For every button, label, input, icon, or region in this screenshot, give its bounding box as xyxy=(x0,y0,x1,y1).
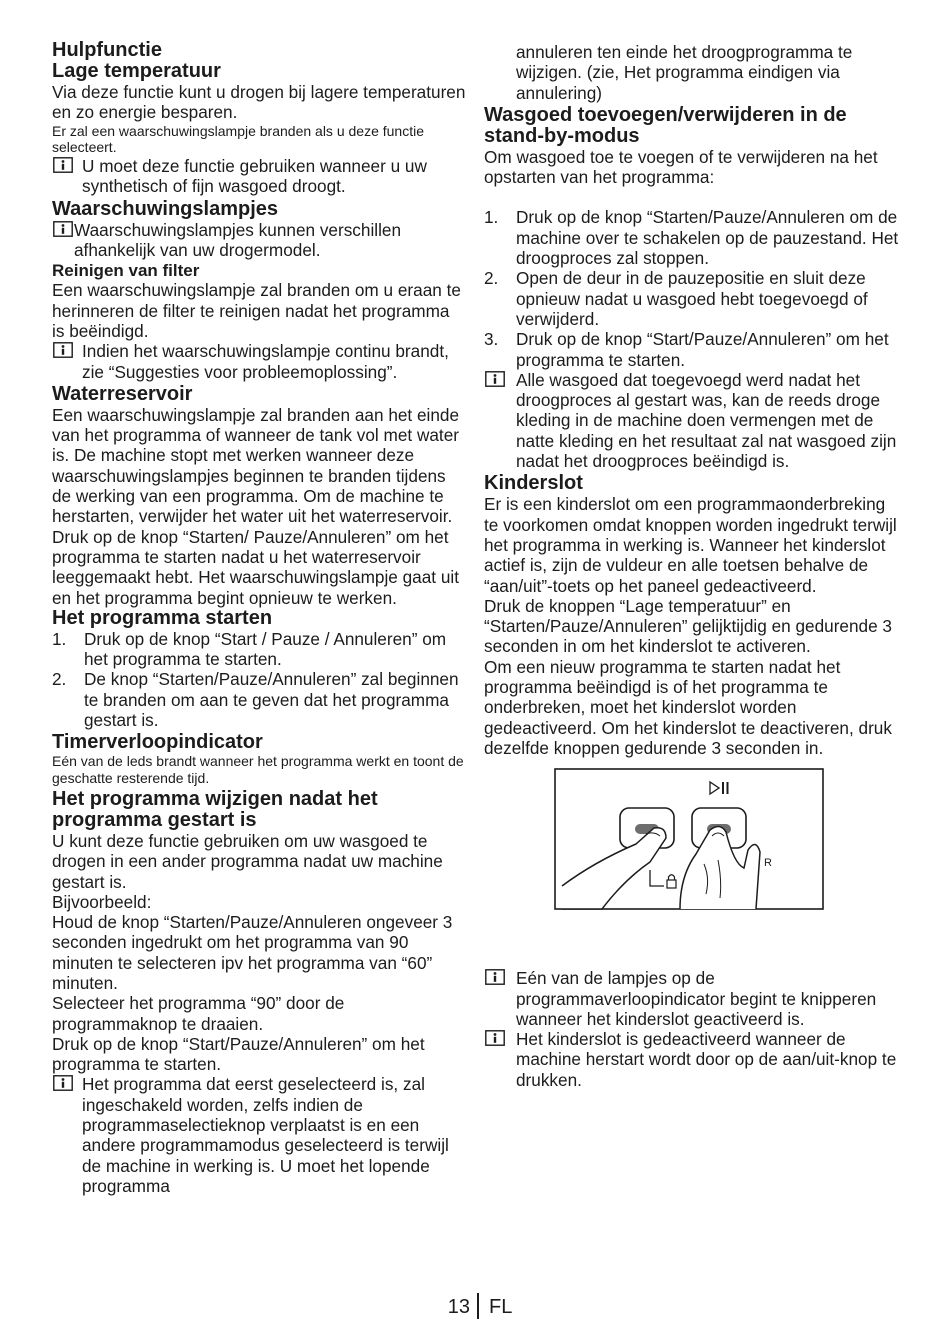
list-item-text: De knop “Starten/Pauze/Annuleren” zal beginnen te branden om aan te geven dat het programma gestart is. xyxy=(84,669,459,731)
paragraph-reinigen-filter: Een waarschuwingslampje zal branden om u eraan te herinneren de filter te reinigen nadat het programma is beëindigd. xyxy=(52,280,461,341)
paragraph-kinderslot-2: Druk de knoppen “Lage temperatuur” en “Starten/Pauze/Annuleren” gelijktijdig en gedurende 3 seconden in om het kinderslot te activeren. xyxy=(484,595,892,657)
section-title-timerverloopindicator: Timerverloopindicator xyxy=(52,731,263,754)
list-item-number: 3. xyxy=(484,329,499,350)
list-item xyxy=(484,207,904,268)
subsection-title-reinigen-filter: Reinigen van filter xyxy=(52,261,200,281)
list-item-text: Open de deur in de pauzepositie en sluit deze opnieuw nadat u wasgoed hebt toegevoegd of verwijderd. xyxy=(516,268,868,329)
section-title-waterreservoir: Waterreservoir xyxy=(52,382,193,405)
paragraph-wijzigen-1: U kunt deze functie gebruiken om uw wasgoed te drogen in een ander programma nadat uw machine gestart is. xyxy=(52,830,443,892)
info-icon xyxy=(53,157,73,173)
small-text-timerverloopindicator: Eén van de leds brandt wanneer het programma werkt en toont de geschatte resterende tijd. xyxy=(52,753,464,787)
list-item-text: Druk op de knop “Start/Pauze/Annuleren” om het programma te starten. xyxy=(516,329,889,370)
info-icon xyxy=(53,342,73,358)
note-reinigen-filter xyxy=(52,341,466,382)
section-title-lage-temperatuur: Lage temperatuur xyxy=(52,60,221,82)
note-text: Indien het waarschuwingslampje continu brandt, zie “Suggesties voor probleemoplossing”. xyxy=(82,341,449,382)
section-title-hulpfunctie: Hulpfunctie xyxy=(52,39,162,61)
note-wasgoed xyxy=(484,370,904,471)
note-kinderslot-1 xyxy=(484,968,904,1029)
note-text: Eén van de lampjes op de programmaverloopindicator begint te knipperen wanneer het kinderslot geactiveerd is. xyxy=(516,968,877,1029)
note-kinderslot-2 xyxy=(484,1029,904,1090)
language-code: FL xyxy=(489,1296,513,1318)
info-icon xyxy=(53,1075,73,1091)
note-lage-temperatuur xyxy=(52,156,466,197)
paragraph-lage-temperatuur: Via deze functie kunt u drogen bij lagere temperaturen en zo energie besparen. xyxy=(52,82,466,123)
note-text: Het programma dat eerst geselecteerd is, zal ingeschakeld worden, zelfs indien de programmaselectieknop verplaatst is en een andere programmamodus geselecteerd is terwijl de machine in werking is. U moet het lopende programma xyxy=(82,1074,449,1196)
note-text: Het kinderslot is gedeactiveerd wanneer de machine herstart wordt door op de aan/uit-knop te drukken. xyxy=(516,1029,897,1090)
small-text-lage-temperatuur: Er zal een waarschuwingslampje branden als u deze functie selecteert. xyxy=(52,122,424,156)
list-item xyxy=(52,629,466,670)
spacer xyxy=(484,187,904,207)
list-item-number: 2. xyxy=(52,669,67,690)
section-title-programma-wijzigen: Het programma wijzigen nadat het programma gestart is xyxy=(52,787,378,831)
child-lock-illustration xyxy=(554,768,824,910)
info-icon xyxy=(485,969,505,985)
list-item xyxy=(52,669,466,730)
note-waarschuwingslampjes xyxy=(52,220,466,261)
paragraph-kinderslot-1: Er is een kinderslot om een programmaonderbreking te voorkomen omdat knoppen worden ingedrukt terwijl het programma in werking is. Wanneer het kinderslot actief is, zijn de vuldeur en alle toetsen behalve de “aan/uit”-toets op het paneel gedeactiveerd. xyxy=(484,494,897,596)
section-title-kinderslot: Kinderslot xyxy=(484,472,583,495)
note-text: Waarschuwingslampjes kunnen verschillen afhankelijk van uw drogermodel. xyxy=(74,219,402,261)
paragraph-wijzigen-5: Druk op de knop “Start/Pauze/Annuleren” om het programma te starten. xyxy=(52,1033,425,1075)
paragraph-wijzigen-4: Selecteer het programma “90” door de programmaknop te draaien. xyxy=(52,993,345,1034)
list-item-number: 2. xyxy=(484,268,499,289)
right-column xyxy=(484,42,904,1090)
page-footer xyxy=(0,1291,950,1321)
info-icon xyxy=(485,1030,505,1046)
section-title-programma-starten: Het programma starten xyxy=(52,606,273,629)
left-column xyxy=(52,38,466,1196)
list-item xyxy=(484,268,904,329)
list-item-text: Druk op de knop “Starten/Pauze/Annuleren om de machine over te schakelen op de pauzestand. Het droogproces zal stoppen. xyxy=(516,207,899,269)
paragraph-wasgoed: Om wasgoed toe te voegen of te verwijderen na het opstarten van het programma: xyxy=(484,146,878,188)
note-text: Alle wasgoed dat toegevoegd werd nadat het droogproces al gestart was, kan de reeds droge kleding in de machine doen vermengen met de natte kleding en het resultaat zal nat wasgoed zijn nadat het droogproces beëindigd is. xyxy=(516,369,897,472)
paragraph-waterreservoir: Een waarschuwingslampje zal branden aan het einde van het programma of wanneer de tank vol met water is. De machine stopt met werken wanneer deze waarschuwingslampjes beginnen te branden tijdens de werking van een programma. Om de machine te herstarten, verwijder het water uit het waterreservoir. Druk op de knop “Starten/ Pauze/Annuleren” om het programma te starten nadat u het waterreservoir leeggemaakt hebt. Het waarschuwingslampje gaat uit en het programma begint opnieuw te werken. xyxy=(52,404,460,608)
continued-text: annuleren ten einde het droogprogramma te wijzigen. (zie, Het programma eindigen via annulering) xyxy=(516,42,853,103)
spacer xyxy=(484,910,904,968)
list-item-text: Druk op de knop “Start / Pauze / Annuleren” om het programma te starten. xyxy=(84,628,447,670)
list-item-number: 1. xyxy=(484,207,499,228)
illustration-label: R xyxy=(764,857,772,870)
section-title-waarschuwingslampjes: Waarschuwingslampjes xyxy=(52,197,278,220)
info-icon xyxy=(485,371,505,387)
note-text: U moet deze functie gebruiken wanneer u uw synthetisch of fijn wasgoed droogt. xyxy=(82,156,427,197)
page-number: 13 xyxy=(447,1296,470,1318)
paragraph-kinderslot-3: Om een nieuw programma te starten nadat het programma beëindigd is of het programma te onderbreken, moet het kinderslot worden gedeactiveerd. Om het kinderslot te deactiveren, druk dezelfde knoppen gedurende 3 seconden in. xyxy=(484,656,892,758)
list-wasgoed xyxy=(484,207,904,369)
list-programma-starten xyxy=(52,629,466,730)
list-item-number: 1. xyxy=(52,628,67,649)
info-icon xyxy=(53,221,73,237)
paragraph-wijzigen-3: Houd de knop “Starten/Pauze/Annuleren ongeveer 3 seconden ingedrukt om het programma van 90 minuten te selecteren ipv het programma van “60” minuten. xyxy=(52,912,453,993)
list-item xyxy=(484,329,904,370)
section-title-wasgoed-toevoegen: Wasgoed toevoegen/verwijderen in de stand-by-modus xyxy=(484,103,847,147)
paragraph-wijzigen-2: Bijvoorbeeld: xyxy=(52,891,152,912)
footer-divider xyxy=(477,1293,479,1319)
note-programma-wijzigen xyxy=(52,1074,466,1196)
